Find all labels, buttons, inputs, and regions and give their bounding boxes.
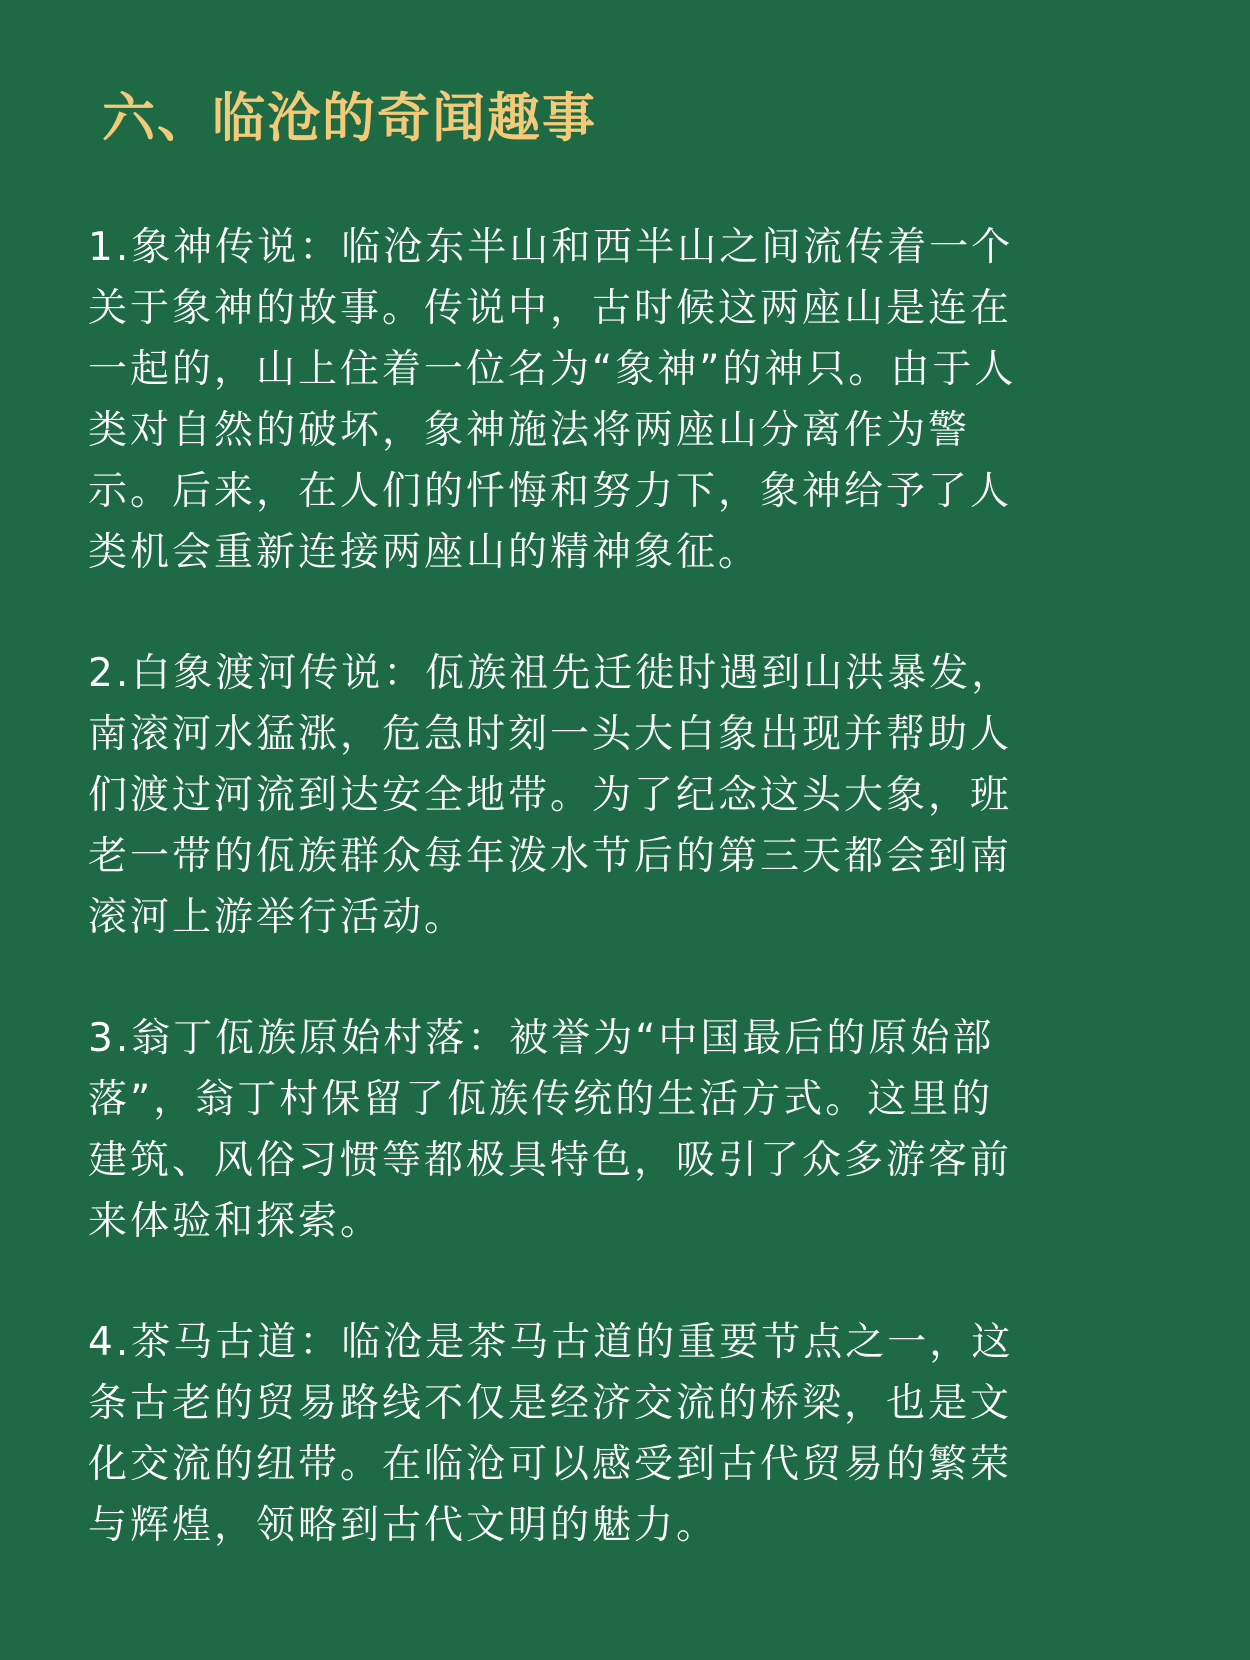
- story-section-1: [88, 217, 1154, 583]
- story-1-line-3: 一起的，山上住着一位名为“象神”的神只。由于人: [88, 347, 1017, 392]
- story-1-line-1: 1.象神传说：临沧东半山和西半山之间流传着一个: [88, 225, 1014, 270]
- story-3-line-4: 来体验和探索。: [88, 1199, 383, 1244]
- story-4-line-4: 与辉煌，领略到古代文明的魅力。: [88, 1503, 719, 1548]
- story-1-line-4: 类对自然的破坏，象神施法将两座山分离作为警: [88, 408, 971, 453]
- story-section-4: [88, 1312, 1154, 1556]
- story-4-line-3: 化交流的纽带。在临沧可以感受到古代贸易的繁荣: [88, 1442, 1013, 1487]
- story-1-line-5: 示。后来，在人们的忏悔和努力下，象神给予了人: [88, 469, 1013, 514]
- story-section-2: [88, 643, 1154, 948]
- story-4-line-1: 4.茶马古道：临沧是茶马古道的重要节点之一，这: [88, 1320, 1014, 1365]
- story-3-line-2: 落”，翁丁村保留了佤族传统的生活方式。这里的: [88, 1077, 994, 1122]
- story-section-3: [88, 1008, 1154, 1252]
- story-1-line-2: 关于象神的故事。传说中，古时候这两座山是连在: [88, 286, 1013, 331]
- story-3-line-3: 建筑、风俗习惯等都极具特色，吸引了众多游客前: [88, 1138, 1013, 1183]
- story-2-line-5: 滚河上游举行活动。: [88, 895, 467, 940]
- story-3-line-1: 3.翁丁佤族原始村落：被誉为“中国最后的原始部: [88, 1016, 995, 1061]
- story-2-line-1: 2.白象渡河传说：佤族祖先迁徙时遇到山洪暴发，: [88, 651, 1014, 696]
- story-1-line-6: 类机会重新连接两座山的精神象征。: [88, 530, 761, 575]
- story-2-line-4: 老一带的佤族群众每年泼水节后的第三天都会到南: [88, 834, 1013, 879]
- page-title: 六、临沧的奇闻趣事: [102, 88, 597, 149]
- story-4-line-2: 条古老的贸易路线不仅是经济交流的桥梁，也是文: [88, 1381, 1013, 1426]
- story-2-line-3: 们渡过河流到达安全地带。为了纪念这头大象，班: [88, 773, 1013, 818]
- story-2-line-2: 南滚河水猛涨，危急时刻一头大白象出现并帮助人: [88, 712, 1013, 757]
